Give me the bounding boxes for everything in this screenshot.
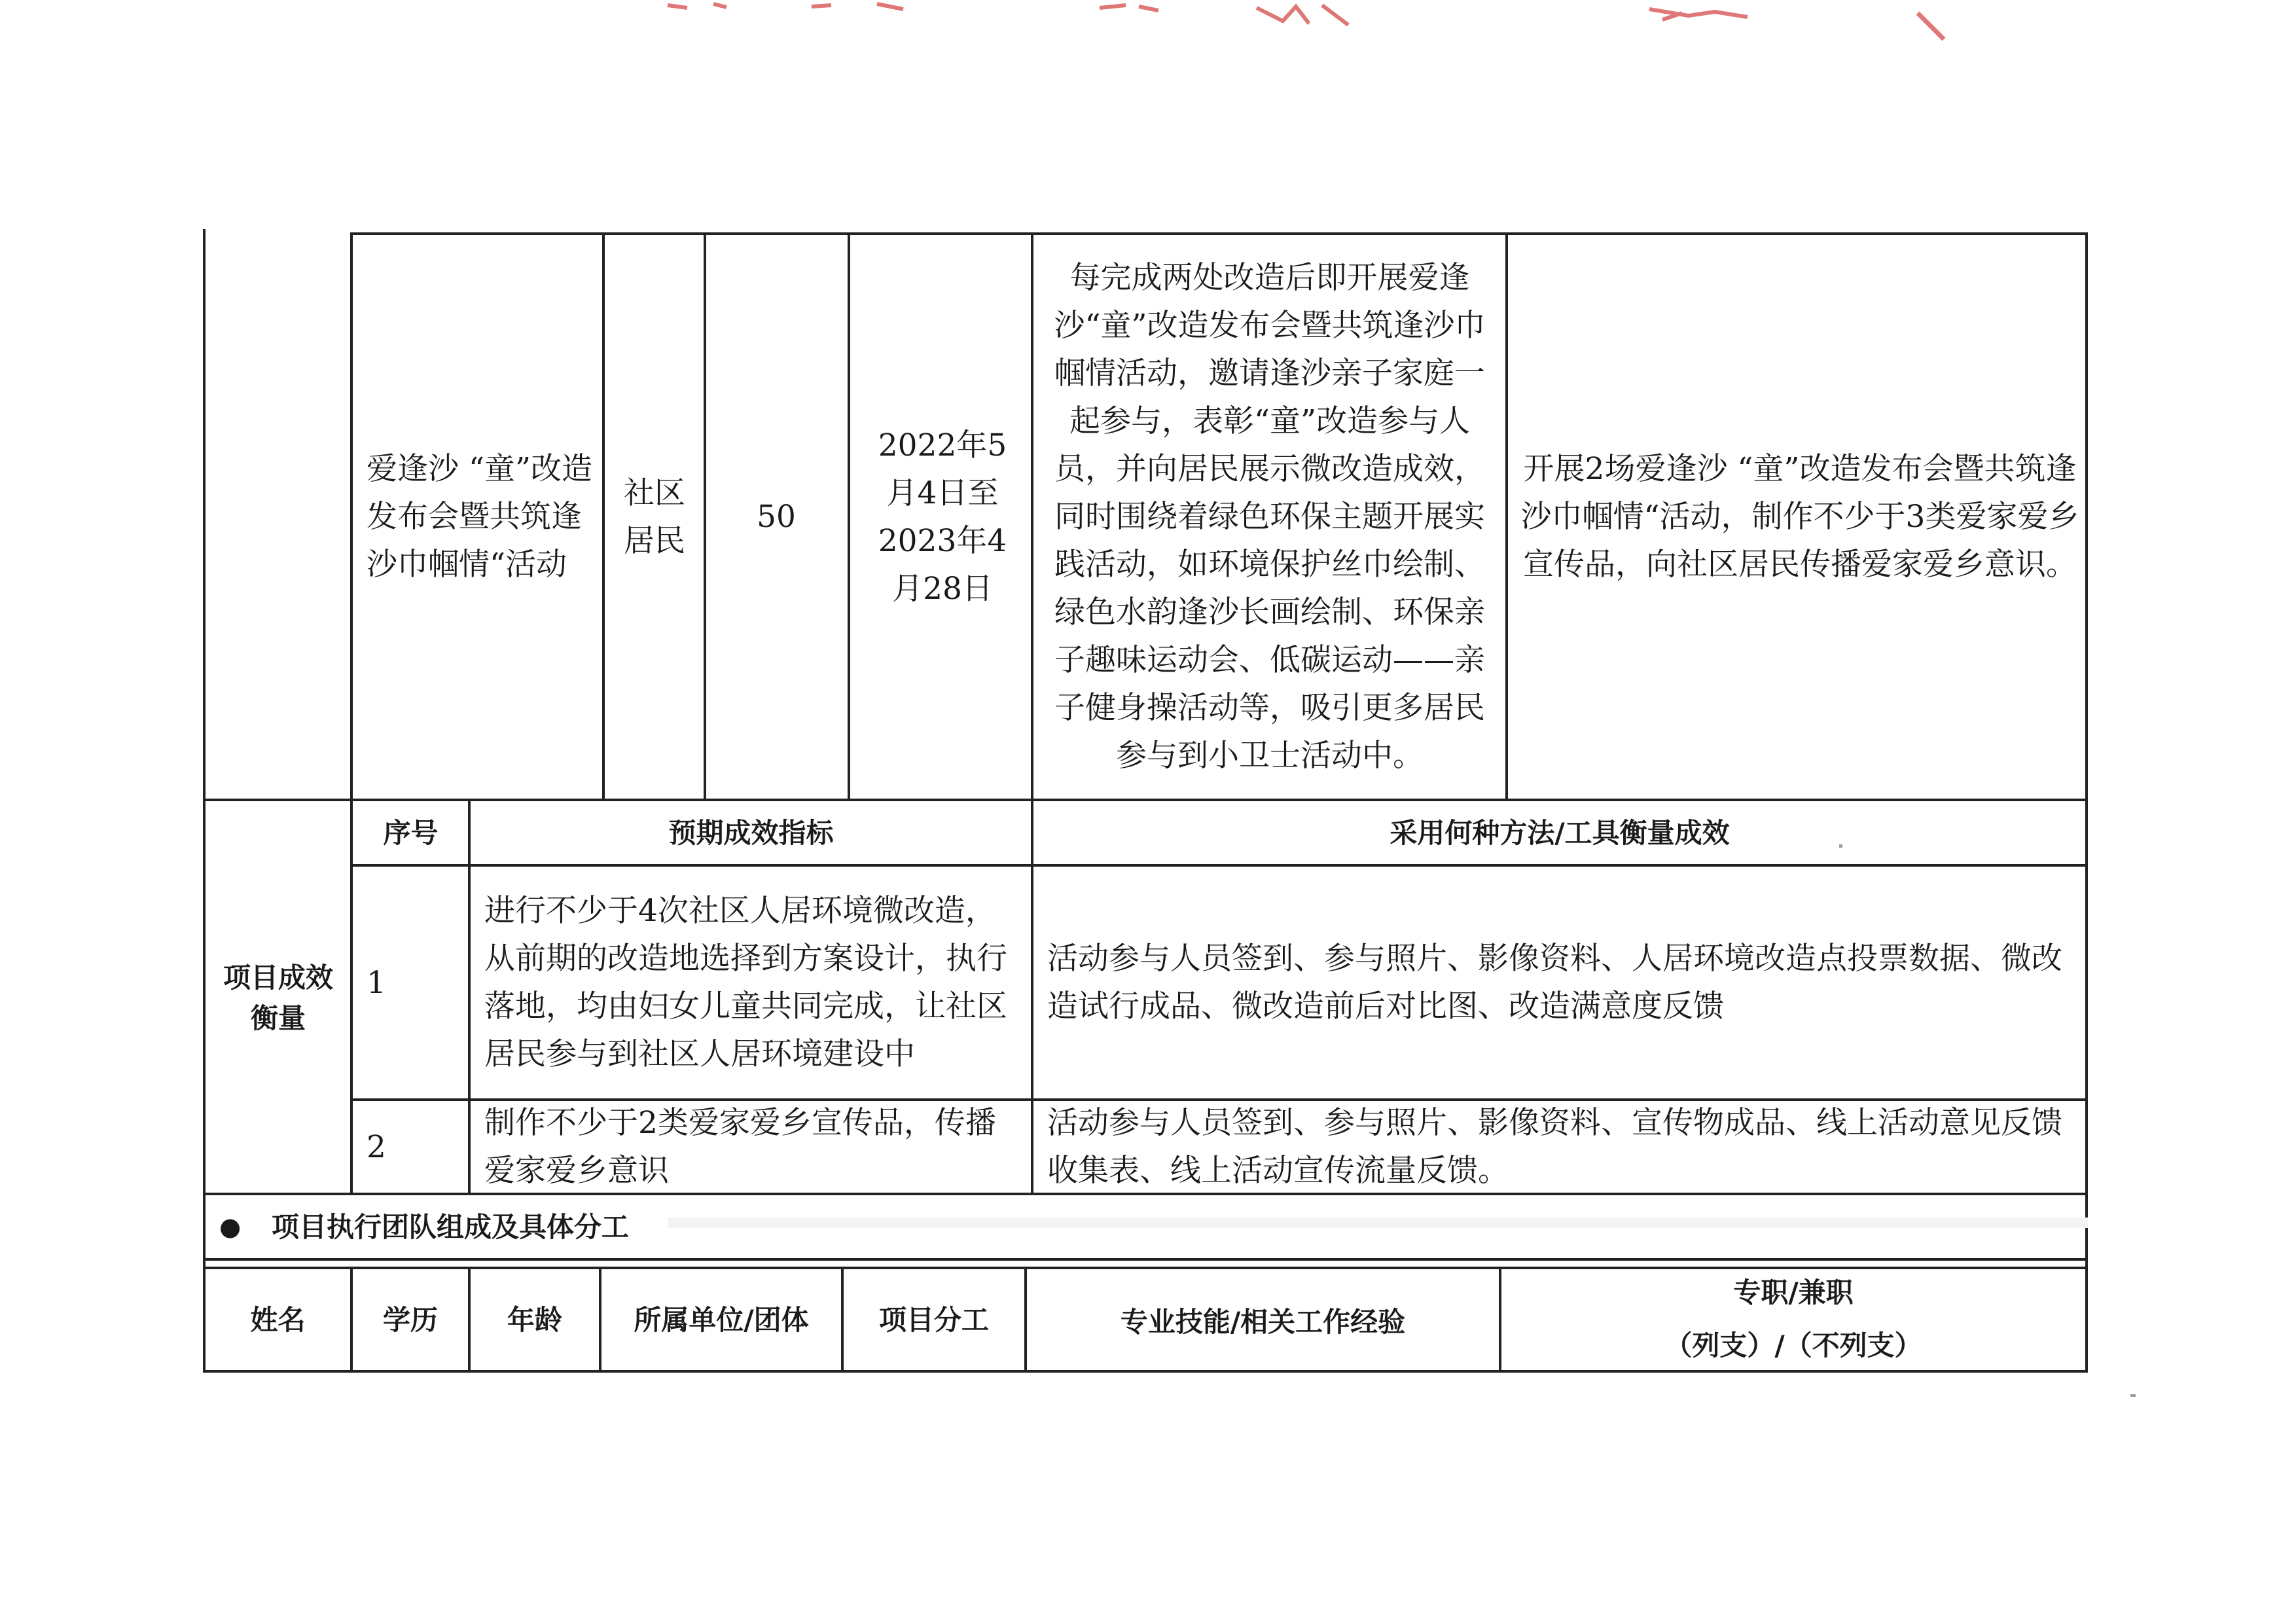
rule-col-b [602,232,605,801]
team-col-age: 年龄 [507,1303,562,1336]
team-col-organization: 所属单位/团体 [634,1303,809,1336]
measurement-row-1-index: 1 [367,964,386,1001]
rule-col-e [1031,232,1033,1195]
measurement-col-method: 采用何种方法/工具衡量成效 [1390,816,1730,849]
red-seal-fragment [641,0,1754,46]
scan-speck [1839,844,1842,848]
red-seal-fragment-right [1911,0,1964,46]
measurement-row-2-indicator: 制作不少于2类爱家爱乡宣传品，传播爱家爱乡意识 [484,1105,996,1189]
scan-speck [2130,1394,2136,1397]
rule-left [203,229,206,1373]
rule-right [2085,232,2088,1373]
rule-col-c [704,232,706,801]
rule-col-d [848,232,850,801]
activity-target: 社区居民 [624,475,685,559]
rule-col-a [350,232,353,1195]
activity-content: 每完成两处改造后即开展爱逢沙“童”改造发布会暨共筑逢沙巾帼情活动，邀请逢沙亲子家庭一起参与，表彰“童”改造参与人员，并向居民展示微改造成效，同时围绕着绿色环保主题开展实践活动，如环境保护丝巾绘制、绿色水韵逢沙长画绘制、环保亲子趣味运动会、低碳运动——亲子健身操活动等，吸引更多居民参与到小卫士活动中。 [1054,260,1486,774]
measurement-section-label: 项目成效衡量 [223,962,333,1034]
scan-shadow-band [668,1218,2088,1228]
team-col-name: 姓名 [250,1303,306,1336]
team-col-experience: 专业技能/相关工作经验 [1120,1305,1406,1338]
team-col-fulltime-title: 专职/兼职 [1733,1276,1854,1308]
activity-name: 爱逢沙 “童”改造发布会暨共筑逢沙巾帼情“活动 [367,451,592,583]
rule-col-index [468,799,471,1195]
activity-output: 开展2场爱逢沙 “童”改造发布会暨共筑逢沙巾帼情“活动，制作不少于3类爱家爱乡宣传品，向社区居民传播爱家爱乡意识。 [1520,451,2079,583]
activity-count: 50 [757,499,796,535]
measurement-col-index: 序号 [383,816,439,849]
team-section-title: 项目执行团队组成及具体分工 [272,1210,630,1243]
measurement-row-1-indicator: 进行不少于4次社区人居环境微改造，从前期的改造地选择到方案设计，执行落地，均由妇女儿童共同完成，让社区居民参与到社区人居环境建设中 [484,893,1007,1072]
measurement-row-2-index: 2 [367,1128,386,1165]
measurement-row-2-method: 活动参与人员签到、参与照片、影像资料、宣传物成品、线上活动意见反馈收集表、线上活动宣传流量反馈。 [1047,1105,2062,1189]
rule-team-title [203,1258,2088,1261]
activity-period: 2022年5月4日至2023年4月28日 [878,427,1007,607]
team-col-education: 学历 [382,1303,438,1336]
measurement-col-indicator: 预期成效指标 [668,816,834,849]
team-section-bullet: ● [219,1212,242,1241]
team-col-division: 项目分工 [878,1303,989,1336]
measurement-row-1-method: 活动参与人员签到、参与照片、影像资料、人居环境改造点投票数据、微改造试行成品、微改造前后对比图、改造满意度反馈 [1047,941,2062,1024]
rule-col-f [1505,232,1508,801]
team-col-fulltime-options: （列支）/（不列支） [1664,1329,1922,1362]
